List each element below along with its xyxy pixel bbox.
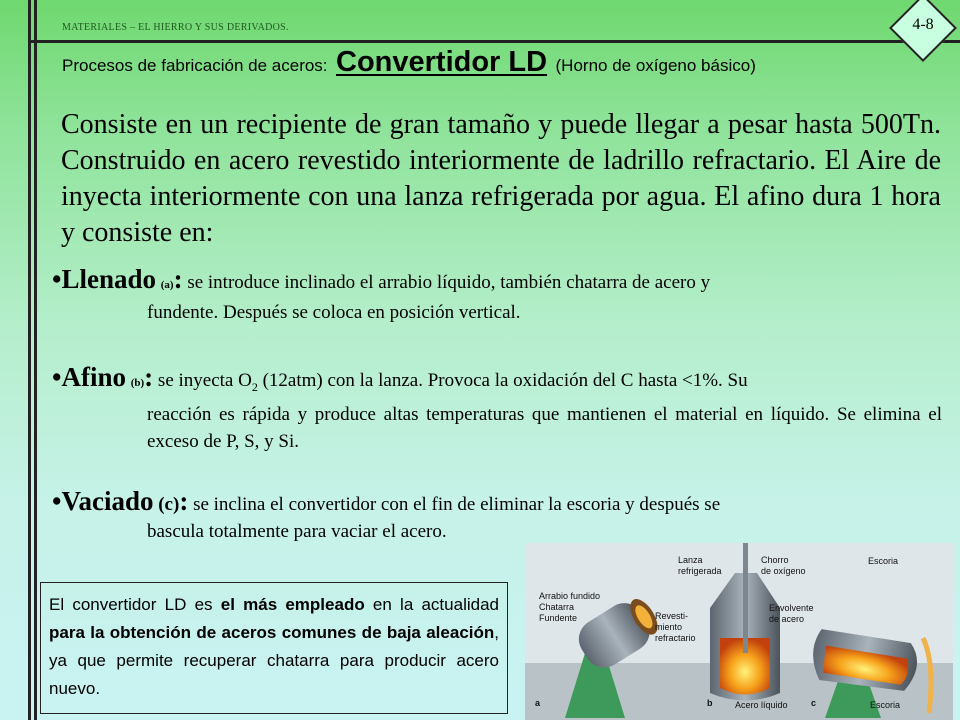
bullet: •	[52, 264, 62, 294]
header-rule	[28, 40, 960, 43]
label-revesti: Revesti-	[655, 611, 689, 621]
list-item-llenado	[52, 266, 942, 326]
title-prefix: Procesos de fabricación de aceros:	[62, 56, 328, 75]
note-text: , ya que permite recuperar chatarra para producir acero nuevo.	[49, 623, 499, 698]
bullet: •	[52, 362, 62, 392]
left-border-line-inner	[34, 0, 37, 720]
item-continuation: bascula totalmente para vaciar el acero.	[147, 521, 447, 542]
panel-letter-c: c	[811, 698, 817, 708]
note-bold: para la obtención de aceros comunes de baja aleación	[49, 623, 495, 642]
item-tag: (c)	[158, 494, 180, 515]
converter-illustration	[525, 543, 953, 720]
label-de-acero: de acero	[769, 614, 805, 624]
item-term: Afino	[61, 362, 126, 392]
item-continuation: fundente. Después se coloca en posición vertical.	[147, 302, 521, 323]
item-first-line: se inclina el convertidor con el fin de eliminar la escoria y después se	[193, 494, 721, 515]
item-continuation: reacción es rápida y produce altas temperaturas que mantienen el material en líquido. Se elimina el exceso de P, S, y Si.	[147, 403, 942, 452]
converter-figure	[525, 543, 953, 720]
left-border-line	[28, 0, 31, 720]
label-escoria-bottom: Escoria	[870, 700, 901, 710]
note-box	[40, 582, 508, 714]
list-item-vaciado	[52, 488, 942, 545]
title-suffix: (Horno de oxígeno básico)	[555, 56, 756, 75]
list-item-afino	[52, 364, 942, 455]
section-header: MATERIALES – EL HIERRO Y SUS DERIVADOS.	[62, 22, 289, 33]
label-lanza: Lanza	[678, 555, 703, 565]
panel-letter-b: b	[707, 698, 713, 708]
page-title	[62, 46, 942, 79]
item-colon: :	[144, 362, 154, 392]
oxygen-lance	[743, 543, 748, 653]
title-main: Convertidor LD	[336, 46, 548, 78]
label-fundente: Fundente	[539, 613, 578, 623]
label-chatarra: Chatarra	[539, 602, 575, 612]
label-envolvente: Envolvente	[769, 603, 814, 613]
item-first-pre: se inyecta O	[157, 370, 252, 391]
item-colon: :	[173, 264, 183, 294]
label-acero-liquido: Acero líquido	[735, 700, 788, 710]
o2-subscript: 2	[251, 379, 258, 394]
note-bold: el más empleado	[220, 595, 365, 614]
item-term: Llenado	[61, 264, 156, 294]
item-colon: :	[179, 486, 189, 516]
bullet: •	[52, 486, 62, 516]
intro-paragraph: Consiste en un recipiente de gran tamaño y puede llegar a pesar hasta 500Tn. Construido en acero revestido interiormente de ladrillo refractario. El Aire de inyecta interiormente con una lanza refrigerada por agua. El afino dura 1 hora y consiste en:	[61, 109, 941, 248]
label-oxigeno: de oxígeno	[761, 566, 806, 576]
panel-letter-a: a	[535, 698, 541, 708]
label-chorro: Chorro	[761, 555, 789, 565]
note-text: El convertidor LD es	[49, 595, 221, 614]
page-number: 4-8	[912, 16, 934, 33]
label-refrigerada: refrigerada	[678, 566, 722, 576]
item-term: Vaciado	[61, 486, 154, 516]
label-refractario: refractario	[655, 633, 696, 643]
item-first-post: (12atm) con la lanza. Provoca la oxidación del C hasta <1%. Su	[262, 370, 748, 391]
item-tag: (a)	[160, 279, 174, 291]
note-text: en la actualidad	[364, 595, 499, 614]
item-first-line: se introduce inclinado el arrabio líquido, también chatarra de acero y	[187, 272, 711, 293]
label-escoria-top: Escoria	[868, 556, 899, 566]
item-tag: (b)	[130, 377, 145, 389]
label-arrabio: Arrabio fundido	[539, 591, 601, 601]
label-miento: miento	[655, 622, 683, 632]
